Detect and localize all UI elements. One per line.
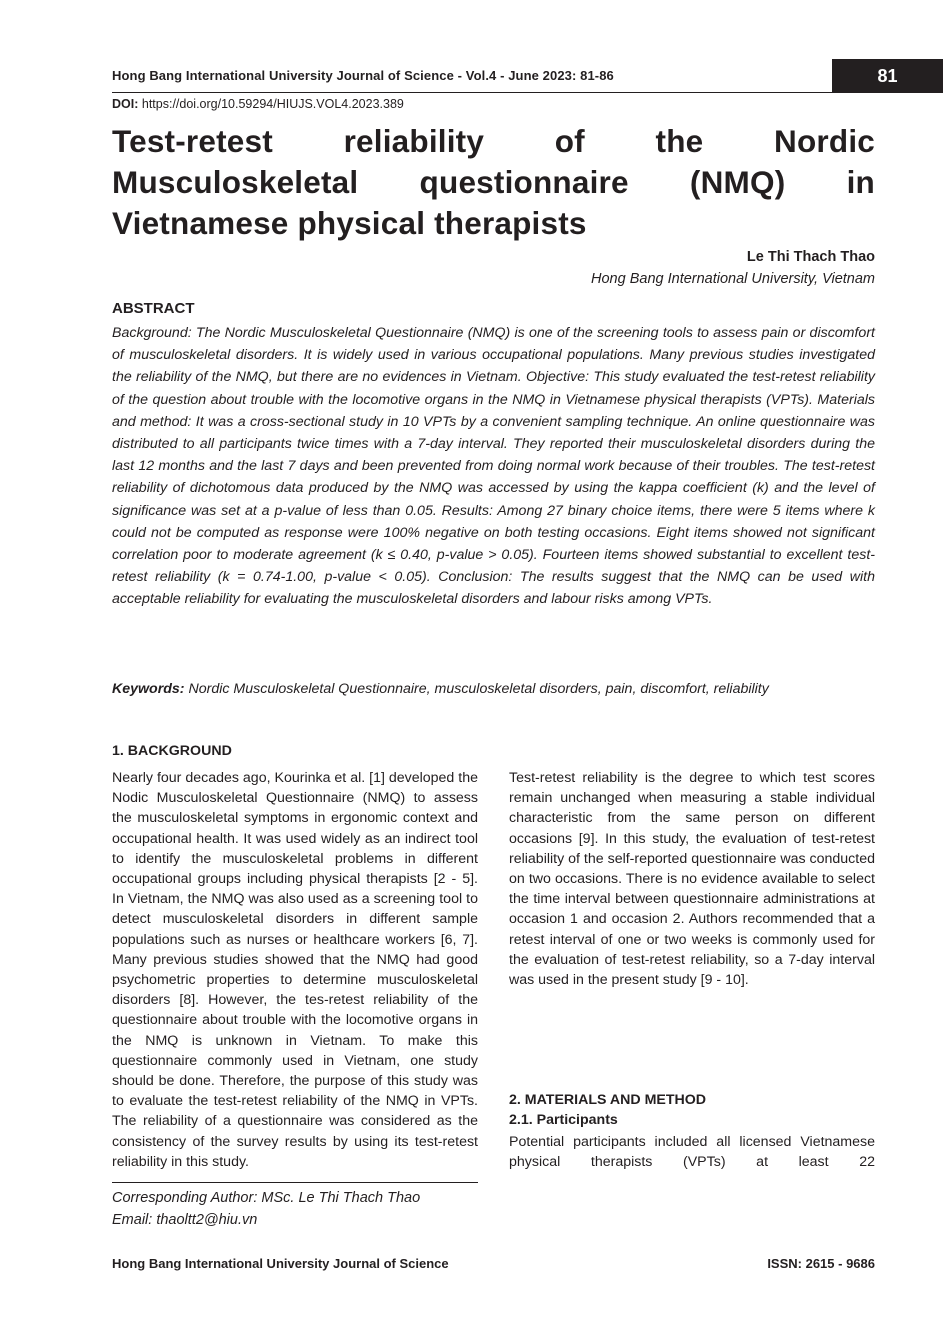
keywords-label: Keywords: xyxy=(112,681,185,697)
background-text-right: Test-retest reliability is the degree to which test scores remain unchanged when measuring a stable individual characteristic from the same person on different occasions [9]. In this study, the evaluation of test-retest reliability of the self-reported questionnaire was conducted on two occasions. There is no evidence available to select the time interval between questionnaire administrations at occasion 1 and occasion 2. Authors recommended that a retest interval of one or two weeks is commonly used for the evaluation of test-retest reliability, so a 7-day interval was used in the present study [9 - 10]. xyxy=(509,770,875,989)
doi-label: DOI: xyxy=(112,97,139,111)
abstract-heading: ABSTRACT xyxy=(112,300,195,317)
footer-issn: ISSN: 2615 - 9686 xyxy=(767,1256,875,1271)
abstract-text: Background: The Nordic Musculoskeletal Questionnaire (NMQ) is one of the screening tools to assess pain or discomfort of musculoskeletal disorders. It is widely used in various occupational populations. Many previous studies investigated the reliability of the NMQ, but there are no evidences in Vietnam. Objective: This study evaluated the test-retest reliability of the question about trouble with the locomotive organs in the NMQ in Vietnamese physical therapists (VPTs). Materials and method: It was a cross-sectional study in 10 VPTs by a convenient sampling technique. An online questionnaire was distributed to all participants twice times with a 7-day interval. They reported their musculoskeletal disorders during the last 12 months and the last 7 days and been prevented from doing normal work because of their troubles. The test-retest reliability of dichotomous data produced by the NMQ was accessed by using the kappa coefficient (k) and the level of significance was set at a p-value of less than 0.05. Results: Among 27 binary choice items, there were 5 items where k could not be computed as response were 100% negative on both testing occasions. Eight items showed not significant correlation poor to moderate agreement (k ≤ 0.40, p-value > 0.05). Fourteen items showed substantial to excellent test-retest reliability (k = 0.74-1.00, p-value < 0.05). Conclusion: The results suggest that the NMQ can be used with acceptable reliability for evaluating the musculoskeletal disorders and labour risks among VPTs. xyxy=(112,325,875,608)
participants-text: Potential participants included all licensed Vietnamese physical therapists (VPTs) at least 22 xyxy=(509,1134,875,1171)
author-name: Le Thi Thach Thao xyxy=(746,249,875,265)
keywords xyxy=(112,678,875,700)
doi-line xyxy=(112,97,404,111)
subsection-heading-participants: 2.1. Participants xyxy=(509,1112,618,1128)
corresponding-author: Corresponding Author: MSc. Le Thi Thach Thao xyxy=(112,1190,421,1206)
article-title: Test-retest reliability of the Nordic Musculoskeletal questionnaire (NMQ) in Vietnamese physical therapists xyxy=(112,123,875,241)
section-heading-background: 1. BACKGROUND xyxy=(112,743,232,759)
page-number: 81 xyxy=(832,59,943,93)
background-text-left: Nearly four decades ago, Kourinka et al. [1] developed the Nodic Musculoskeletal Questionnaire (NMQ) to assess the musculoskeletal symptoms in ergonomic context and occupational health. It was used widely as an indirect tool to identify the musculoskeletal problems in different occupational groups including physical therapists [2 - 5]. In Vietnam, the NMQ was also used as a screening tool to detect musculoskeletal disorders in different sample populations such as nurses or healthcare workers [6, 7]. Many previous studies showed that the NMQ had good psychometric properties to determine musculoskeletal disorders [8]. However, the tes-retest reliability of the questionnaire about trouble with the locomotive organs in the NMQ is unknown in Vietnam. To make this questionnaire commonly used in Vietnam, one study should be done. Therefore, the purpose of this study was to evaluate the test-retest reliability of the NMQ in VPTs. The reliability of a questionnaire was considered as the consistency of the survey results by using its test-retest reliability in this study. xyxy=(112,770,478,1170)
author-affiliation: Hong Bang International University, Vietnam xyxy=(591,271,875,287)
section-heading-methods: 2. MATERIALS AND METHOD xyxy=(509,1092,707,1108)
header-divider xyxy=(112,92,832,93)
footnote-divider xyxy=(112,1182,478,1183)
corresponding-email[interactable]: Email: thaoltt2@hiu.vn xyxy=(112,1212,258,1228)
keywords-text: Nordic Musculoskeletal Questionnaire, musculoskeletal disorders, pain, discomfort, reliability xyxy=(188,681,769,697)
journal-header: Hong Bang International University Journal of Science - Vol.4 - June 2023: 81-86 xyxy=(112,68,614,83)
footer-journal: Hong Bang International University Journal of Science xyxy=(112,1256,449,1271)
doi-link[interactable]: https://doi.org/10.59294/HIUJS.VOL4.2023.389 xyxy=(141,97,404,111)
